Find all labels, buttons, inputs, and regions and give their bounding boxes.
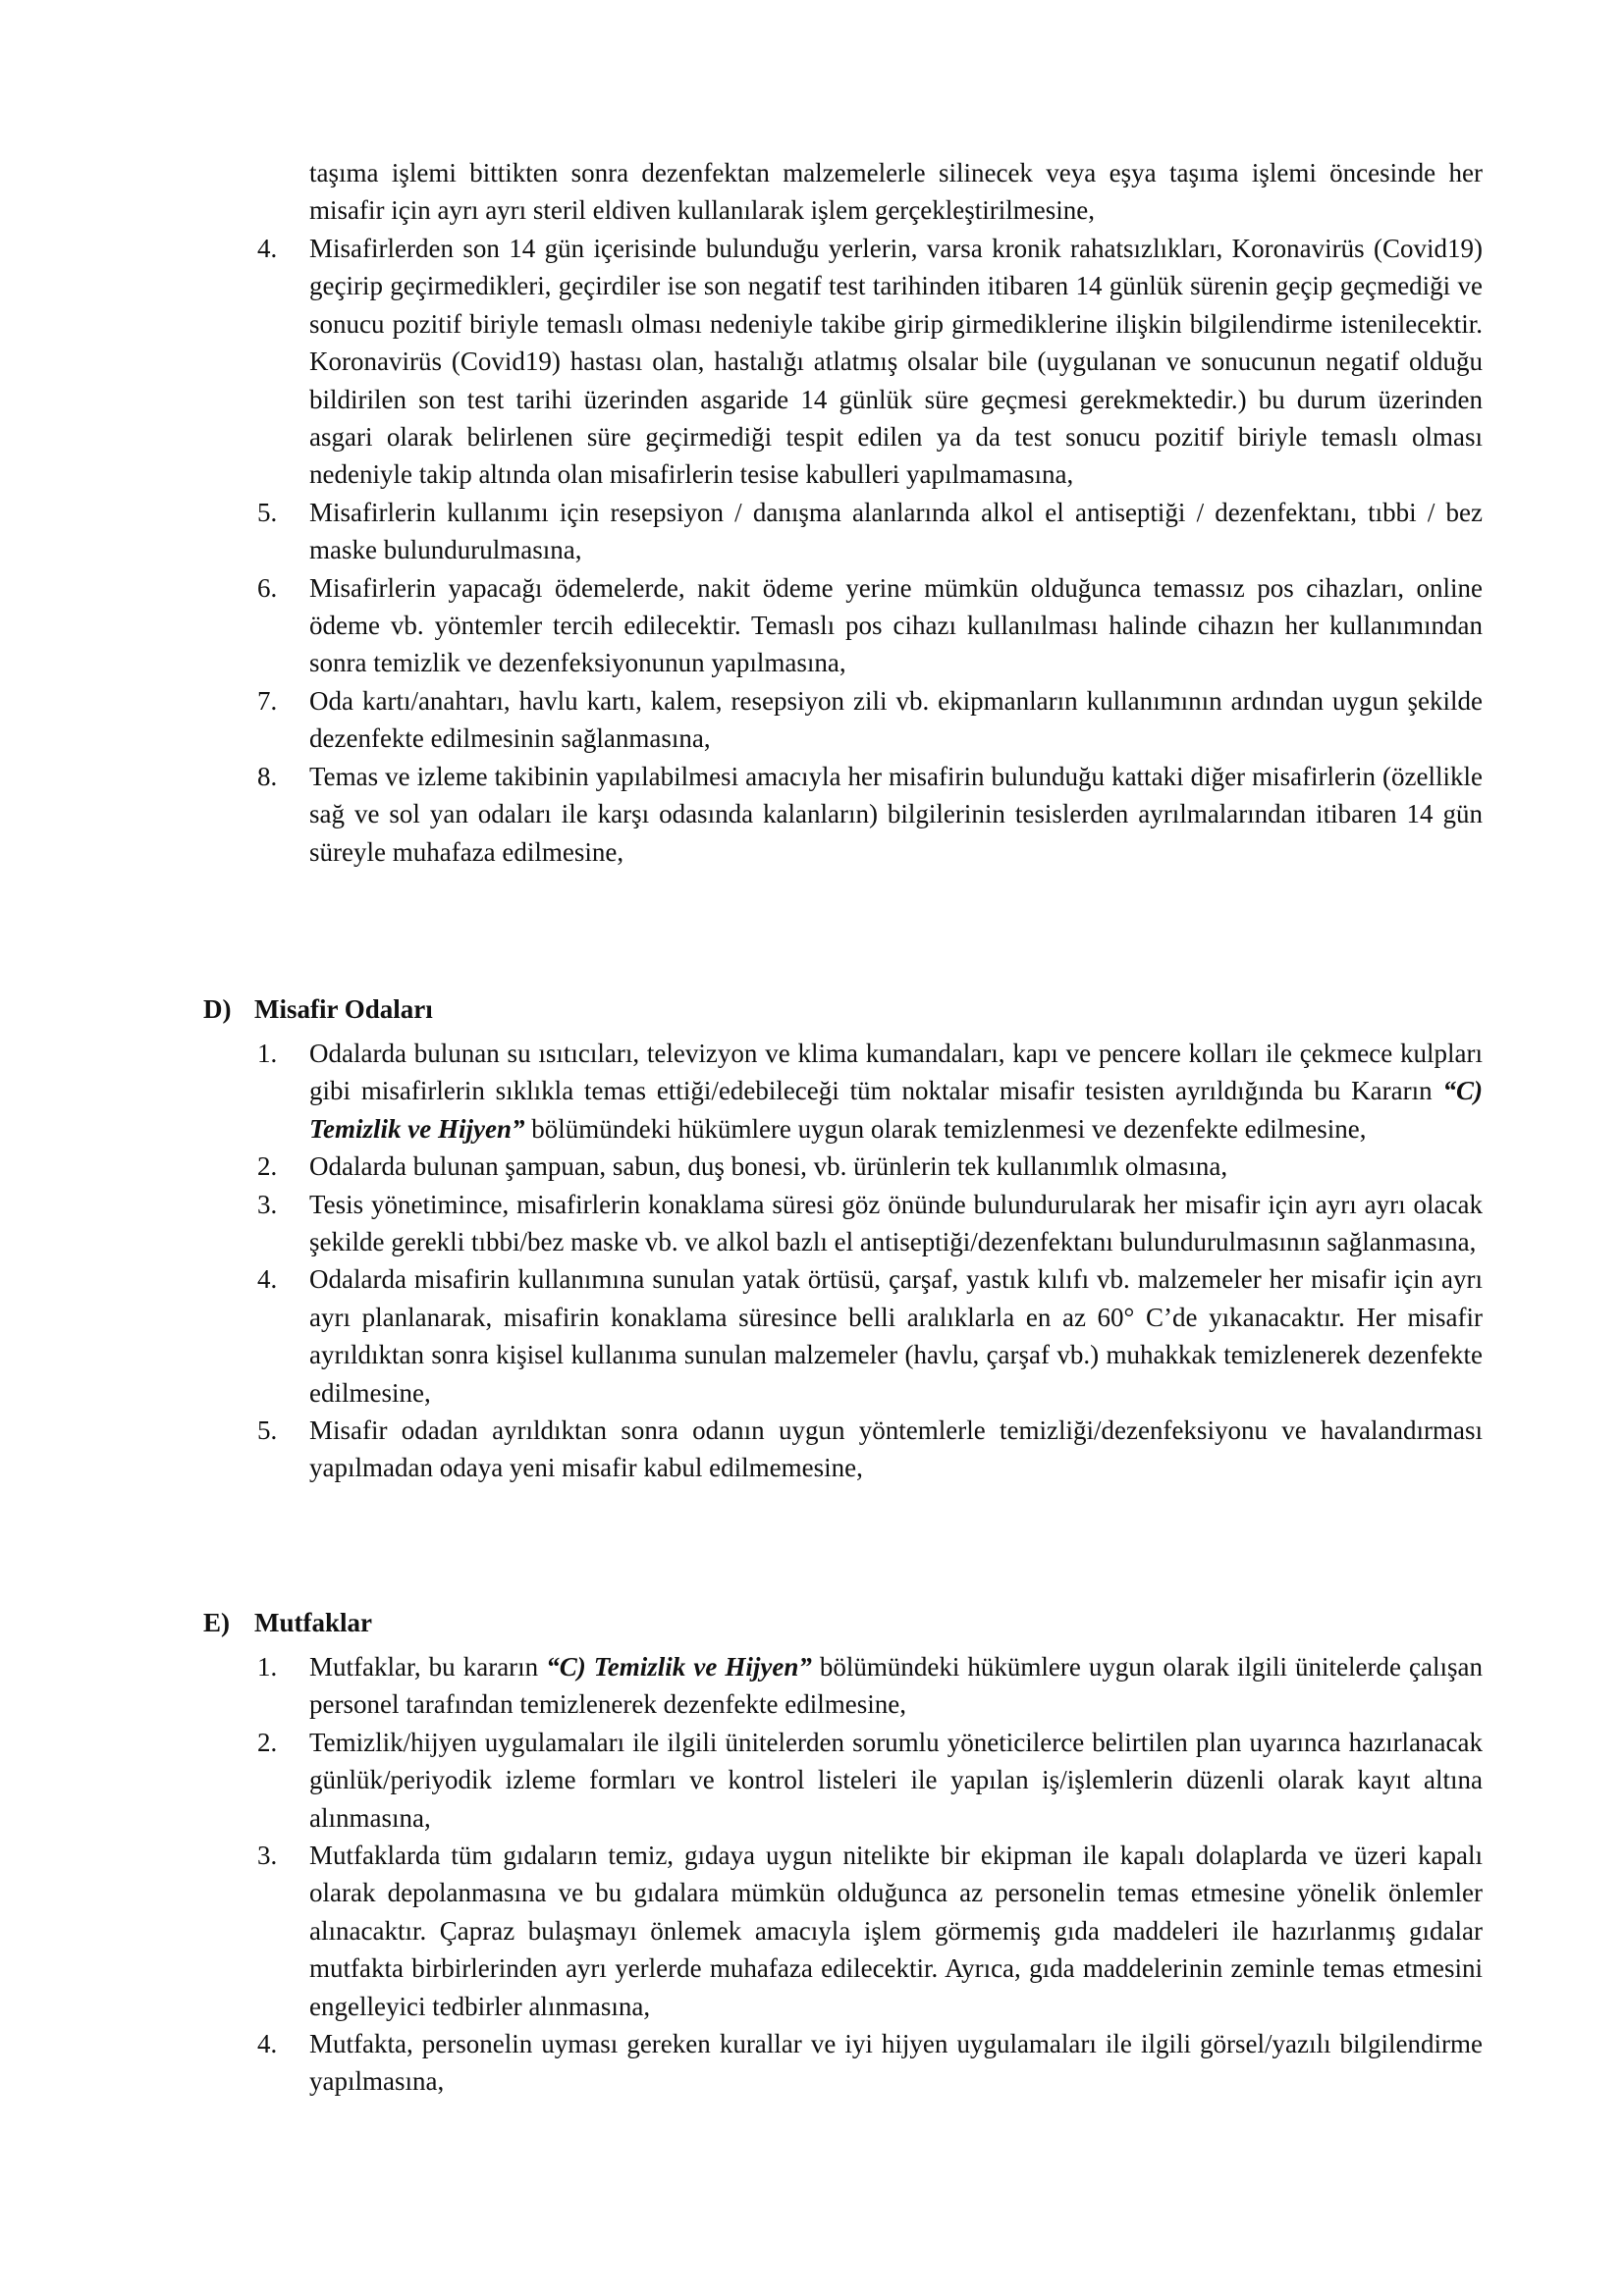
list-item	[0, 1648, 1483, 1724]
section-letter: D)	[203, 994, 232, 1024]
list-item	[0, 1186, 1483, 1261]
item-text: Mutfaklarda tüm gıdaların temiz, gıdaya uygun nitelikte bir ekipman ile kapalı dolaplarda ve üzeri kapalı olarak depolanmasına ve bu gıdalara mümkün olduğunca az personelin temas etmesine yönelik önlemler alınacaktır. Çapraz bulaşmayı önlemek amacıyla işlem görmemiş gıda maddeleri ile hazırlanmış gıdalar mutfakta birbirlerinden ayrı yerlerde muhafaza edilecektir. Ayrıca, gıda maddelerinin zeminle temas etmesini engelleyici tedbirler alınmasına,	[309, 1841, 1483, 2021]
item-number: 5.	[257, 1415, 278, 1446]
item-text: Odalarda bulunan su ısıtıcıları, televizyon ve klima kumandaları, kapı ve pencere kolları ile çekmece kulpları gibi misafirlerin sıklıkla temas ettiği/edebileceği tüm noktalar misafir tesisten ayrıldığında bu Kararın	[309, 1039, 1483, 1106]
item-number: 8.	[257, 761, 278, 791]
item-number: 2.	[257, 1151, 278, 1182]
list-item	[0, 1837, 1483, 2025]
item-text: Temizlik/hijyen uygulamaları ile ilgili ünitelerden sorumlu yöneticilerce belirtilen plan uyarınca hazırlanacak günlük/periyodik izleme formları ve kontrol listeleri ile yapılan iş/işlemlerin düzenli olarak kayıt altına alınmasına,	[309, 1727, 1483, 1833]
item-text: Mutfakta, personelin uyması gereken kurallar ve iyi hijyen uygulamaları ile ilgili görsel/yazılı bilgilendirme yapılmasına,	[309, 2029, 1483, 2097]
item-text: Tesis yönetimince, misafirlerin konaklama süresi göz önünde bulundurularak her misafir için ayrı ayrı olacak şekilde gerekli tıbbi/bez maske vb. ve alkol bazlı el antiseptiği/dezenfektanı bulundurulmasının sağlanmasına,	[309, 1189, 1483, 1257]
list-item	[0, 230, 1483, 494]
section-heading-d	[203, 990, 433, 1028]
item-text-continued: bölümündeki hükümlere uygun olarak ilgili ünitelerde çalışan personel tarafından temizlenerek dezenfekte edilmesine,	[309, 1652, 1483, 1720]
list-mutfaklar	[0, 1648, 1483, 2101]
item-number: 4.	[257, 234, 278, 263]
item-number: 2.	[257, 1727, 278, 1757]
item-text: Odalarda bulunan şampuan, sabun, duş bonesi, vb. ürünlerin tek kullanımlık olmasına,	[309, 1151, 1228, 1182]
item-text: Temas ve izleme takibinin yapılabilmesi amacıyla her misafirin bulunduğu kattaki diğer misafirlerin (özellikle sağ ve sol yan odaları ile karşı odasında kalanların) bilgilerinin tesislerden ayrılmalarından itibaren 14 gün süreyle muhafaza edilmesine,	[309, 761, 1483, 867]
list-item	[0, 494, 1483, 569]
item-number: 4.	[257, 1264, 278, 1295]
list-item	[0, 2025, 1483, 2101]
continuation-paragraph: taşıma işlemi bittikten sonra dezenfektan malzemelerle silinecek veya eşya taşıma işlemi öncesinde her misafir için ayrı ayrı steril eldiven kullanılarak işlem gerçekleştirilmesine,	[309, 158, 1483, 226]
item-text-continued: bölümündeki hükümlere uygun olarak temizlenmesi ve dezenfekte edilmesine,	[524, 1113, 1367, 1144]
section-title: Mutfaklar	[254, 1608, 372, 1637]
item-number: 1.	[257, 1652, 278, 1682]
item-text: Mutfaklar, bu kararın	[309, 1652, 547, 1682]
item-text: Oda kartı/anahtarı, havlu kartı, kalem, resepsiyon zili vb. ekipmanların kullanımının ardından uygun şekilde dezenfekte edilmesinin sağlanmasına,	[309, 685, 1483, 754]
list-item	[0, 1260, 1483, 1412]
section-heading-e	[203, 1604, 372, 1641]
list-item	[0, 1412, 1483, 1487]
item-text: Odalarda misafirin kullanımına sunulan yatak örtüsü, çarşaf, yastık kılıfı vb. malzemeler her misafir için ayrı ayrı planlanarak, misafirin konaklama süresince belli aralıklarla en az 60° C’de yıkanacaktır. Her misafir ayrıldıktan sonra kişisel kullanıma sunulan malzemeler (havlu, çarşaf vb.) muhakkak temizlenerek dezenfekte edilmesine,	[309, 1264, 1483, 1408]
item-text: Misafirlerden son 14 gün içerisinde bulunduğu yerlerin, varsa kronik rahatsızlıkları, Koronavirüs (Covid19) geçirip geçirmedikleri, geçirdiler ise son negatif test tarihinden itibaren 14 günlük sürenin geçip geçmediği ve sonucu pozitif biriyle temaslı olması nedeniyle takibe girip girmediklerine ilişkin bilgilendirme istenilecektir. Koronavirüs (Covid19) hastası olan, hastalığı atlatmış olsalar bile (uygulanan ve sonucunun negatif olduğu bildirilen son test tarihi üzerinden asgaride 14 günlük süre geçmesi gerekmektedir.) bu durum üzerinden asgari olarak belirlenen süre geçirmediği tespit edilen ya da test sonucu pozitif biriyle temaslı olması nedeniyle takip altında olan misafirlerin tesise kabulleri yapılmamasına,	[309, 234, 1483, 490]
list-item	[0, 1724, 1483, 1837]
list-misafir-odalari	[0, 1035, 1483, 1487]
item-number: 1.	[257, 1039, 278, 1068]
emphasized-reference: “C) Temizlik ve Hijyen”	[546, 1652, 812, 1682]
list-item	[0, 1035, 1483, 1148]
list-item	[0, 682, 1483, 758]
item-text: Misafir odadan ayrıldıktan sonra odanın uygun yöntemlerle temizliği/dezenfeksiyonu ve havalandırması yapılmadan odaya yeni misafir kabul edilmemesine,	[309, 1415, 1483, 1483]
list-c-continued	[0, 230, 1483, 871]
item-text: Misafirlerin yapacağı ödemelerde, nakit ödeme yerine mümkün olduğunca temassız pos cihazları, online ödeme vb. yöntemler tercih edilecektir. Temaslı pos cihazı kullanılması halinde cihazın her kullanımından sonra temizlik ve dezenfeksiyonunun yapılmasına,	[309, 572, 1483, 678]
emphasized-reference: “C) Temizlik ve Hijyen”	[309, 1076, 1483, 1144]
item-number: 4.	[257, 2029, 278, 2059]
item-text: Misafirlerin kullanımı için resepsiyon / danışma alanlarında alkol el antiseptiği / dezenfektanı, tıbbi / bez maske bulundurulmasına,	[309, 497, 1483, 565]
item-number: 7.	[257, 685, 278, 716]
section-title: Misafir Odaları	[254, 994, 433, 1024]
section-letter: E)	[203, 1608, 230, 1637]
list-item	[0, 569, 1483, 682]
item-number: 3.	[257, 1841, 278, 1871]
item-number: 6.	[257, 572, 278, 603]
list-item	[0, 1148, 1483, 1185]
item-number: 3.	[257, 1189, 278, 1219]
item-number: 5.	[257, 497, 278, 527]
list-item	[0, 758, 1483, 871]
